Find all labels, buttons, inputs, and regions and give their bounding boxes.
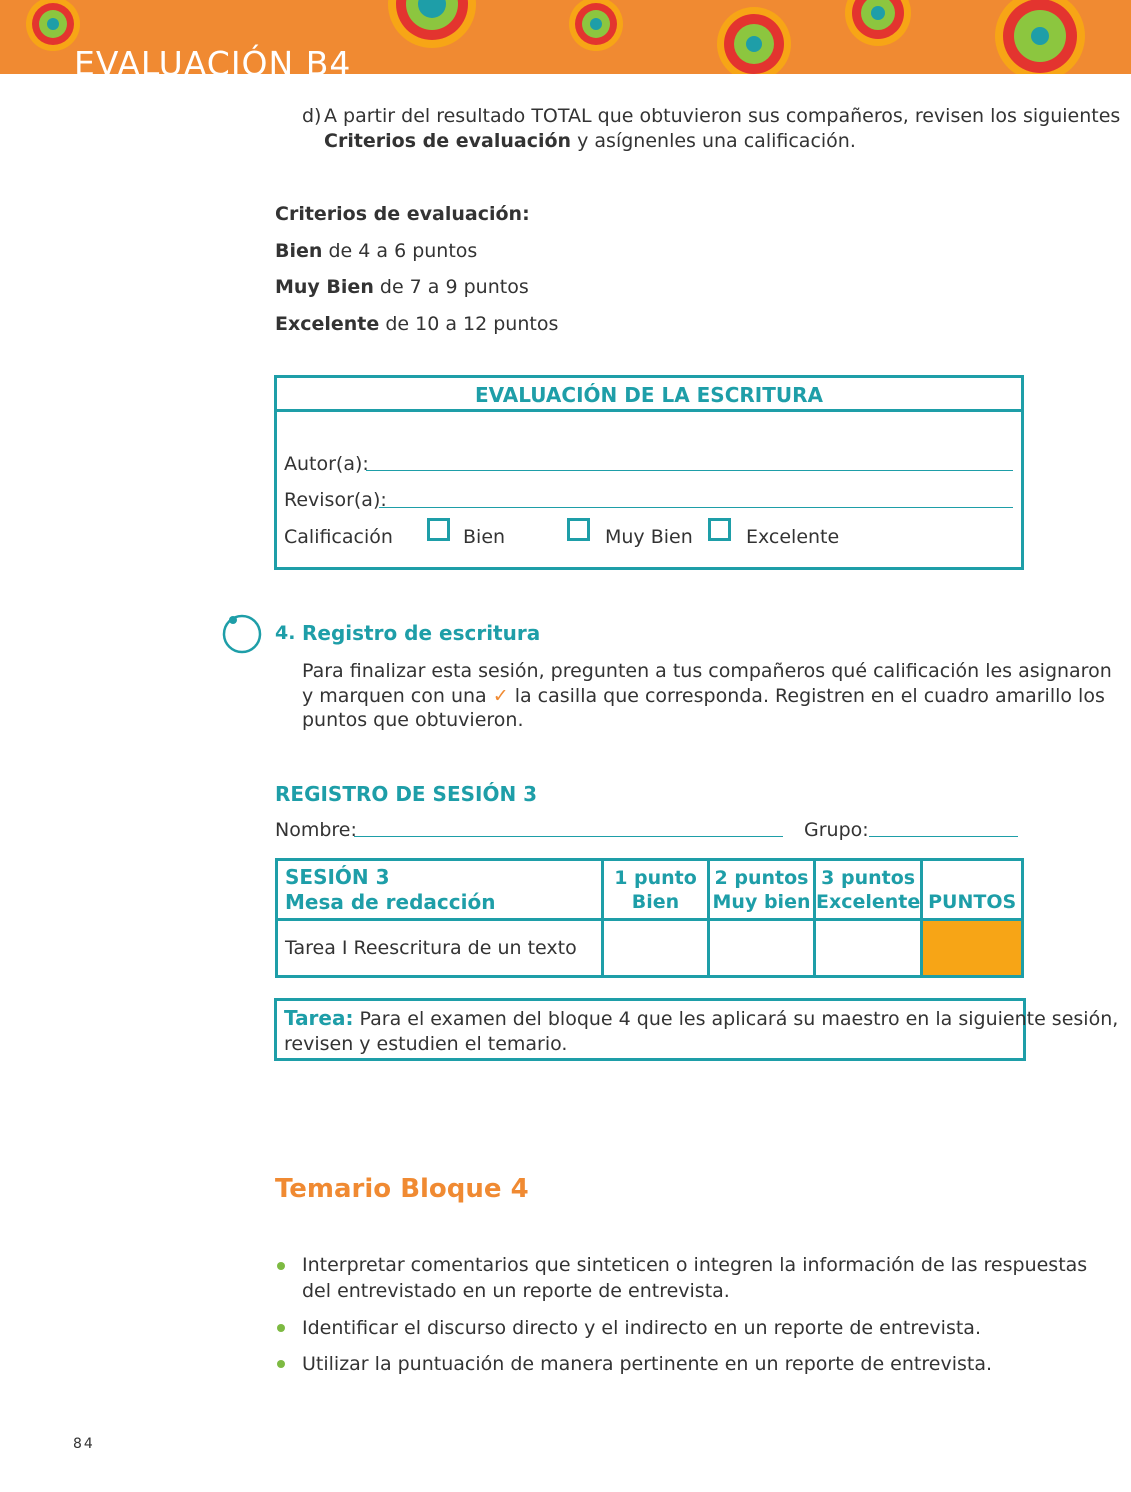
section-4-number: 4. xyxy=(275,622,296,644)
cell-3-puntos[interactable] xyxy=(815,920,922,977)
page-number: 84 xyxy=(73,1436,95,1452)
autor-label: Autor(a): xyxy=(284,453,369,475)
tarea-text: Para el examen del bloque 4 que les aplicará su maestro en la siguiente sesión, xyxy=(359,1008,1119,1030)
header-sesion-text: SESIÓN 3 xyxy=(285,864,390,889)
criterios-link-text: Criterios de evaluación xyxy=(324,130,572,152)
grupo-label: Grupo: xyxy=(804,819,869,841)
header-text: Muy bien xyxy=(712,890,811,913)
tarea-line1 xyxy=(284,1006,1118,1032)
temario-item: Interpretar comentarios que sinteticen o integren la información de las respuestas xyxy=(302,1254,1088,1276)
option-bien-label: Bien xyxy=(463,526,506,548)
header-text: Excelente xyxy=(816,890,921,913)
header-cell-1-punto xyxy=(603,860,709,920)
criterio-range: de 4 a 6 puntos xyxy=(328,240,478,262)
cell-2-puntos[interactable] xyxy=(709,920,815,977)
nombre-label: Nombre: xyxy=(275,819,357,841)
header-text: PUNTOS xyxy=(928,891,1017,913)
instruction-d-text: A partir del resultado TOTAL que obtuvieron sus compañeros, revisen los siguientes xyxy=(324,105,1121,127)
cell-puntos-yellow[interactable] xyxy=(922,920,1023,977)
temario-item: Identificar el discurso directo y el indirecto en un reporte de entrevista. xyxy=(302,1317,981,1339)
header-text: 1 punto xyxy=(614,866,697,889)
section-4-paragraph-line2 xyxy=(302,684,1105,709)
revisor-label: Revisor(a): xyxy=(284,489,387,511)
instruction-d-marker: d) xyxy=(302,105,322,127)
registro-table xyxy=(275,858,1024,978)
section-4-title: Registro de escritura xyxy=(302,621,541,645)
tarea-line2: revisen y estudien el temario. xyxy=(284,1033,568,1055)
header-cell-2-puntos xyxy=(709,860,815,920)
evaluacion-title: EVALUACIÓN DE LA ESCRITURA xyxy=(475,383,823,407)
criterio-label: Excelente xyxy=(275,313,380,335)
checkmark-icon: ✓ xyxy=(492,685,509,707)
header-text: 3 puntos xyxy=(821,866,916,889)
header-text: Bien xyxy=(631,890,680,913)
criterio-range: de 10 a 12 puntos xyxy=(385,313,559,335)
section-4-paragraph: Para finalizar esta sesión, pregunten a tus compañeros qué calificación les asignaron xyxy=(302,660,1112,682)
criterios-heading: Criterios de evaluación: xyxy=(275,203,530,225)
evaluacion-title-divider xyxy=(274,409,1024,412)
temario-item-cont: del entrevistado en un reporte de entrevista. xyxy=(302,1280,730,1302)
page-header-title: EVALUACIÓN B4 xyxy=(74,44,352,74)
table-header-row xyxy=(277,860,1023,920)
autor-field[interactable] xyxy=(366,470,1013,471)
circle-decoration-3 xyxy=(569,0,623,51)
para-text: la casilla que corresponda. Registren en el cuadro amarillo los xyxy=(514,685,1105,707)
header-text: 2 puntos xyxy=(714,866,809,889)
criterio-item xyxy=(275,312,558,337)
checkbox-muy-bien[interactable] xyxy=(567,518,590,541)
bullet-icon xyxy=(277,1360,285,1368)
table-row xyxy=(277,920,1023,977)
para-text: y marquen con una xyxy=(302,685,487,707)
bullet-icon xyxy=(277,1262,285,1270)
criterio-label: Bien xyxy=(275,240,323,262)
registro-title: REGISTRO DE SESIÓN 3 xyxy=(275,782,538,806)
instruction-d-rest: y asígnenles una calificación. xyxy=(577,130,856,152)
criterio-item xyxy=(275,239,477,264)
section-circle-icon xyxy=(220,612,266,658)
header-cell-puntos xyxy=(922,860,1023,920)
calificacion-label: Calificación xyxy=(284,526,393,548)
checkbox-bien[interactable] xyxy=(427,518,450,541)
header-cell-sesion xyxy=(277,860,603,920)
tarea-label: Tarea: xyxy=(284,1006,354,1030)
criterio-range: de 7 a 9 puntos xyxy=(379,276,529,298)
bullet-icon xyxy=(277,1324,285,1332)
criterio-item xyxy=(275,275,529,300)
header-cell-3-puntos xyxy=(815,860,922,920)
row-label-cell: Tarea I Reescritura de un texto xyxy=(277,920,603,977)
nombre-field[interactable] xyxy=(354,836,783,837)
circle-decoration-2 xyxy=(388,0,476,48)
page-header xyxy=(0,0,1131,74)
circle-decoration-4 xyxy=(717,7,791,74)
option-excelente-label: Excelente xyxy=(746,526,840,548)
cell-1-punto[interactable] xyxy=(603,920,709,977)
temario-title: Temario Bloque 4 xyxy=(275,1174,529,1204)
grupo-field[interactable] xyxy=(869,836,1018,837)
criterio-label: Muy Bien xyxy=(275,276,374,298)
circle-decoration-6 xyxy=(995,0,1085,74)
circle-decoration-1 xyxy=(26,0,80,51)
instruction-d-text-line2 xyxy=(324,129,856,154)
circle-decoration-5 xyxy=(845,0,911,46)
revisor-field[interactable] xyxy=(379,507,1013,508)
section-4-paragraph-line3: puntos que obtuvieron. xyxy=(302,709,524,731)
header-mesa-text: Mesa de redacción xyxy=(285,889,496,914)
temario-item: Utilizar la puntuación de manera pertinente en un reporte de entrevista. xyxy=(302,1353,993,1375)
checkbox-excelente[interactable] xyxy=(708,518,731,541)
option-muy-bien-label: Muy Bien xyxy=(605,526,693,548)
